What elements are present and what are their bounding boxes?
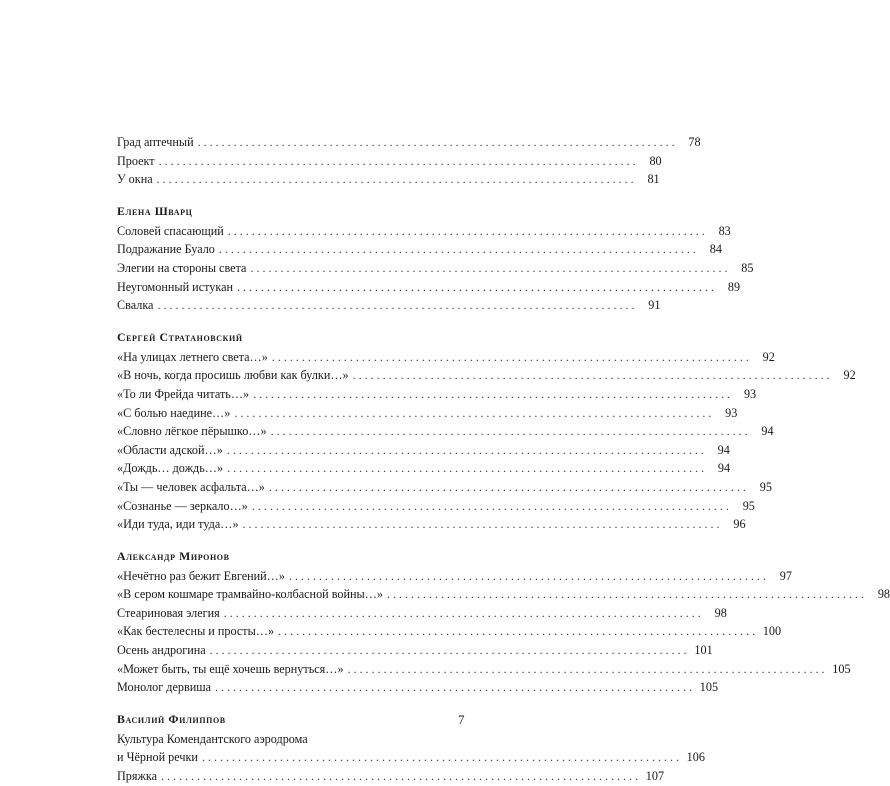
dot-leader: . . . . . . . . . . . . . . . . . . . . . . . . . . . . . . . . . . . . . . . . . . . . . . . . . . . . . . . . . . . . . . . . . . . . . . . . . . . . . . . . bbox=[157, 298, 635, 313]
dot-leader: . . . . . . . . . . . . . . . . . . . . . . . . . . . . . . . . . . . . . . . . . . . . . . . . . . . . . . . . . . . . . . . . . . . . . . . . . . . . . . . . bbox=[218, 242, 696, 257]
toc-entry[interactable] bbox=[117, 259, 754, 278]
toc-entry[interactable] bbox=[117, 366, 856, 385]
entry-title: «То ли Фрейда читать…» bbox=[117, 386, 250, 401]
toc-entry[interactable] bbox=[117, 622, 782, 641]
entry-page-number: 101 bbox=[694, 643, 713, 658]
entry-title: «Сознанье — зеркало…» bbox=[117, 498, 248, 513]
dot-leader: . . . . . . . . . . . . . . . . . . . . . . . . . . . . . . . . . . . . . . . . . . . . . . . . . . . . . . . . . . . . . . . . . . . . . . . . . . . . . . . . bbox=[215, 680, 693, 695]
entry-title: и Чёрной речки bbox=[117, 750, 198, 765]
entry-page-number: 94 bbox=[761, 424, 774, 439]
page-number: 7 bbox=[458, 712, 465, 727]
entry-page-number: 83 bbox=[718, 223, 731, 238]
dot-leader: . . . . . . . . . . . . . . . . . . . . . . . . . . . . . . . . . . . . . . . . . . . . . . . . . . . . . . . . . . . . . . . . . . . . . . . . . . . . . . . . bbox=[227, 223, 705, 238]
entry-page-number: 96 bbox=[733, 517, 746, 532]
section-author: Василий Филиппов bbox=[117, 711, 226, 726]
dot-leader: . . . . . . . . . . . . . . . . . . . . . . . . . . . . . . . . . . . . . . . . . . . . . . . . . . . . . . . . . . . . . . . . . . . . . . . . . . . . . . . . bbox=[387, 587, 865, 602]
dot-leader: . . . . . . . . . . . . . . . . . . . . . . . . . . . . . . . . . . . . . . . . . . . . . . . . . . . . . . . . . . . . . . . . . . . . . . . . . . . . . . . . bbox=[251, 498, 729, 513]
entry-title: Подражание Буало bbox=[117, 242, 215, 257]
entry-title: Монолог дервиша bbox=[117, 680, 212, 695]
dot-leader: . . . . . . . . . . . . . . . . . . . . . . . . . . . . . . . . . . . . . . . . . . . . . . . . . . . . . . . . . . . . . . . . . . . . . . . . . . . . . . . . bbox=[209, 643, 687, 658]
toc-entry[interactable] bbox=[117, 604, 727, 623]
toc-entry[interactable] bbox=[117, 404, 738, 423]
entry-title: Свалка bbox=[117, 298, 154, 313]
dot-leader: . . . . . . . . . . . . . . . . . . . . . . . . . . . . . . . . . . . . . . . . . . . . . . . . . . . . . . . . . . . . . . . . . . . . . . . . . . . . . . . . bbox=[234, 405, 712, 420]
entry-title: «В сером кошмаре трамвайно-колбасной войны…» bbox=[117, 587, 384, 602]
entry-page-number: 92 bbox=[843, 368, 856, 383]
toc-section bbox=[117, 328, 856, 534]
entry-title: Элегии на стороны света bbox=[117, 260, 247, 275]
entry-page-number: 84 bbox=[709, 242, 722, 257]
toc-section bbox=[117, 133, 701, 189]
dot-leader: . . . . . . . . . . . . . . . . . . . . . . . . . . . . . . . . . . . . . . . . . . . . . . . . . . . . . . . . . . . . . . . . . . . . . . . . . . . . . . . . bbox=[352, 368, 830, 383]
entry-page-number: 78 bbox=[688, 135, 701, 149]
toc-entry[interactable] bbox=[117, 422, 774, 441]
toc-entry[interactable] bbox=[117, 515, 746, 534]
entry-title: «Области адской…» bbox=[117, 442, 223, 457]
dot-leader: . . . . . . . . . . . . . . . . . . . . . . . . . . . . . . . . . . . . . . . . . . . . . . . . . . . . . . . . . . . . . . . . . . . . . . . . . . . . . . . . bbox=[268, 479, 746, 494]
entry-page-number: 97 bbox=[779, 568, 792, 583]
toc-entry[interactable] bbox=[117, 348, 775, 367]
toc-entry[interactable] bbox=[117, 585, 890, 604]
entry-page-number: 98 bbox=[877, 587, 890, 602]
dot-leader: . . . . . . . . . . . . . . . . . . . . . . . . . . . . . . . . . . . . . . . . . . . . . . . . . . . . . . . . . . . . . . . . . . . . . . . . . . . . . . . . bbox=[347, 661, 825, 676]
section-author: Елена Шварц bbox=[117, 203, 193, 218]
toc-section bbox=[117, 202, 754, 315]
dot-leader: . . . . . . . . . . . . . . . . . . . . . . . . . . . . . . . . . . . . . . . . . . . . . . . . . . . . . . . . . . . . . . . . . . . . . . . . . . . . . . . . bbox=[227, 461, 705, 476]
entry-title: Град аптечный bbox=[117, 135, 194, 149]
entry-page-number: 94 bbox=[717, 442, 730, 457]
entry-title: Осень андрогина bbox=[117, 643, 206, 658]
entry-title: «Иди туда, иди туда…» bbox=[117, 517, 239, 532]
dot-leader: . . . . . . . . . . . . . . . . . . . . . . . . . . . . . . . . . . . . . . . . . . . . . . . . . . . . . . . . . . . . . . . . . . . . . . . . . . . . . . . . bbox=[253, 386, 731, 401]
toc-entry[interactable] bbox=[117, 222, 731, 241]
table-of-contents bbox=[117, 133, 890, 786]
toc-entry[interactable] bbox=[117, 278, 741, 297]
entry-title: Культура Комендантского аэродрома bbox=[117, 731, 308, 746]
toc-entry[interactable] bbox=[117, 441, 730, 460]
entry-page-number: 95 bbox=[759, 479, 772, 494]
dot-leader: . . . . . . . . . . . . . . . . . . . . . . . . . . . . . . . . . . . . . . . . . . . . . . . . . . . . . . . . . . . . . . . . . . . . . . . . . . . . . . . . bbox=[278, 624, 756, 639]
toc-entry-line bbox=[117, 730, 475, 749]
entry-title: «С болью наедине…» bbox=[117, 405, 231, 420]
toc-entry[interactable] bbox=[117, 748, 705, 767]
entry-page-number: 107 bbox=[645, 769, 665, 784]
entry-page-number: 94 bbox=[717, 461, 731, 476]
dot-leader: . . . . . . . . . . . . . . . . . . . . . . . . . . . . . . . . . . . . . . . . . . . . . . . . . . . . . . . . . . . . . . . . . . . . . . . . . . . . . . . . bbox=[237, 279, 715, 294]
entry-title: Проект bbox=[117, 153, 155, 168]
toc-entry[interactable] bbox=[117, 296, 661, 315]
toc-entry[interactable] bbox=[117, 567, 792, 586]
entry-title: У окна bbox=[117, 172, 153, 187]
entry-title: «Дождь… дождь…» bbox=[117, 461, 224, 476]
dot-leader: . . . . . . . . . . . . . . . . . . . . . . . . . . . . . . . . . . . . . . . . . . . . . . . . . . . . . . . . . . . . . . . . . . . . . . . . . . . . . . . . bbox=[158, 153, 636, 168]
dot-leader: . . . . . . . . . . . . . . . . . . . . . . . . . . . . . . . . . . . . . . . . . . . . . . . . . . . . . . . . . . . . . . . . . . . . . . . . . . . . . . . . bbox=[156, 172, 634, 187]
entry-page-number: 91 bbox=[648, 298, 661, 313]
entry-title: Неугомонный истукан bbox=[117, 279, 234, 294]
dot-leader: . . . . . . . . . . . . . . . . . . . . . . . . . . . . . . . . . . . . . . . . . . . . . . . . . . . . . . . . . . . . . . . . . . . . . . . . . . . . . . . . bbox=[288, 568, 766, 583]
entry-page-number: 80 bbox=[649, 153, 662, 168]
entry-page-number: 89 bbox=[727, 279, 741, 294]
dot-leader: . . . . . . . . . . . . . . . . . . . . . . . . . . . . . . . . . . . . . . . . . . . . . . . . . . . . . . . . . . . . . . . . . . . . . . . . . . . . . . . . bbox=[197, 135, 675, 149]
dot-leader: . . . . . . . . . . . . . . . . . . . . . . . . . . . . . . . . . . . . . . . . . . . . . . . . . . . . . . . . . . . . . . . . . . . . . . . . . . . . . . . . bbox=[161, 769, 639, 784]
dot-leader: . . . . . . . . . . . . . . . . . . . . . . . . . . . . . . . . . . . . . . . . . . . . . . . . . . . . . . . . . . . . . . . . . . . . . . . . . . . . . . . . bbox=[226, 442, 704, 457]
entry-page-number: 105 bbox=[832, 661, 851, 676]
toc-entry[interactable] bbox=[117, 170, 660, 189]
dot-leader: . . . . . . . . . . . . . . . . . . . . . . . . . . . . . . . . . . . . . . . . . . . . . . . . . . . . . . . . . . . . . . . . . . . . . . . . . . . . . . . . bbox=[242, 517, 720, 532]
toc-entry[interactable] bbox=[117, 767, 665, 786]
dot-leader: . . . . . . . . . . . . . . . . . . . . . . . . . . . . . . . . . . . . . . . . . . . . . . . . . . . . . . . . . . . . . . . . . . . . . . . . . . . . . . . . bbox=[271, 349, 749, 364]
entry-page-number: 98 bbox=[714, 605, 727, 620]
toc-entry[interactable] bbox=[117, 385, 757, 404]
entry-title: «На улицах летнего света…» bbox=[117, 349, 268, 364]
section-author: Сергей Стратановский bbox=[117, 329, 243, 344]
dot-leader: . . . . . . . . . . . . . . . . . . . . . . . . . . . . . . . . . . . . . . . . . . . . . . . . . . . . . . . . . . . . . . . . . . . . . . . . . . . . . . . . bbox=[201, 750, 679, 765]
entry-title: «Может быть, ты ещё хочешь вернуться…» bbox=[117, 661, 344, 676]
toc-entry[interactable] bbox=[117, 240, 722, 259]
toc-section bbox=[117, 547, 890, 697]
toc-entry[interactable] bbox=[117, 678, 719, 697]
entry-title: Пряжка bbox=[117, 769, 158, 784]
toc-entry[interactable] bbox=[117, 133, 701, 152]
dot-leader: . . . . . . . . . . . . . . . . . . . . . . . . . . . . . . . . . . . . . . . . . . . . . . . . . . . . . . . . . . . . . . . . . . . . . . . . . . . . . . . . bbox=[250, 260, 728, 275]
entry-title: «Ты — человек асфальта…» bbox=[117, 479, 265, 494]
toc-entry[interactable] bbox=[117, 497, 755, 516]
section-author: Александр Миронов bbox=[117, 548, 230, 563]
entry-title: «Словно лёгкое пёрышко…» bbox=[117, 424, 267, 439]
entry-page-number: 92 bbox=[762, 349, 775, 364]
entry-page-number: 93 bbox=[743, 386, 757, 401]
toc-entry[interactable] bbox=[117, 641, 713, 660]
toc-entry[interactable] bbox=[117, 152, 662, 171]
entry-page-number: 105 bbox=[699, 680, 719, 695]
entry-title: «В ночь, когда просишь любви как булки…» bbox=[117, 368, 349, 383]
entry-page-number: 85 bbox=[741, 260, 754, 275]
entry-title: «Нечётно раз бежит Евгений…» bbox=[117, 568, 285, 583]
entry-page-number: 100 bbox=[762, 624, 782, 639]
toc-entry[interactable] bbox=[117, 478, 772, 497]
toc-section bbox=[117, 710, 705, 786]
toc-entry[interactable] bbox=[117, 660, 851, 679]
entry-page-number: 106 bbox=[686, 750, 705, 765]
entry-page-number: 81 bbox=[647, 172, 660, 187]
entry-title: «Как бестелесны и просты…» bbox=[117, 624, 275, 639]
dot-leader: . . . . . . . . . . . . . . . . . . . . . . . . . . . . . . . . . . . . . . . . . . . . . . . . . . . . . . . . . . . . . . . . . . . . . . . . . . . . . . . . bbox=[223, 605, 701, 620]
dot-leader: . . . . . . . . . . . . . . . . . . . . . . . . . . . . . . . . . . . . . . . . . . . . . . . . . . . . . . . . . . . . . . . . . . . . . . . . . . . . . . . . bbox=[270, 424, 748, 439]
toc-entry[interactable] bbox=[117, 459, 731, 478]
entry-page-number: 93 bbox=[725, 405, 738, 420]
entry-page-number: 95 bbox=[742, 498, 755, 513]
entry-title: Соловей спасающий bbox=[117, 223, 224, 238]
entry-title: Стеариновая элегия bbox=[117, 605, 220, 620]
